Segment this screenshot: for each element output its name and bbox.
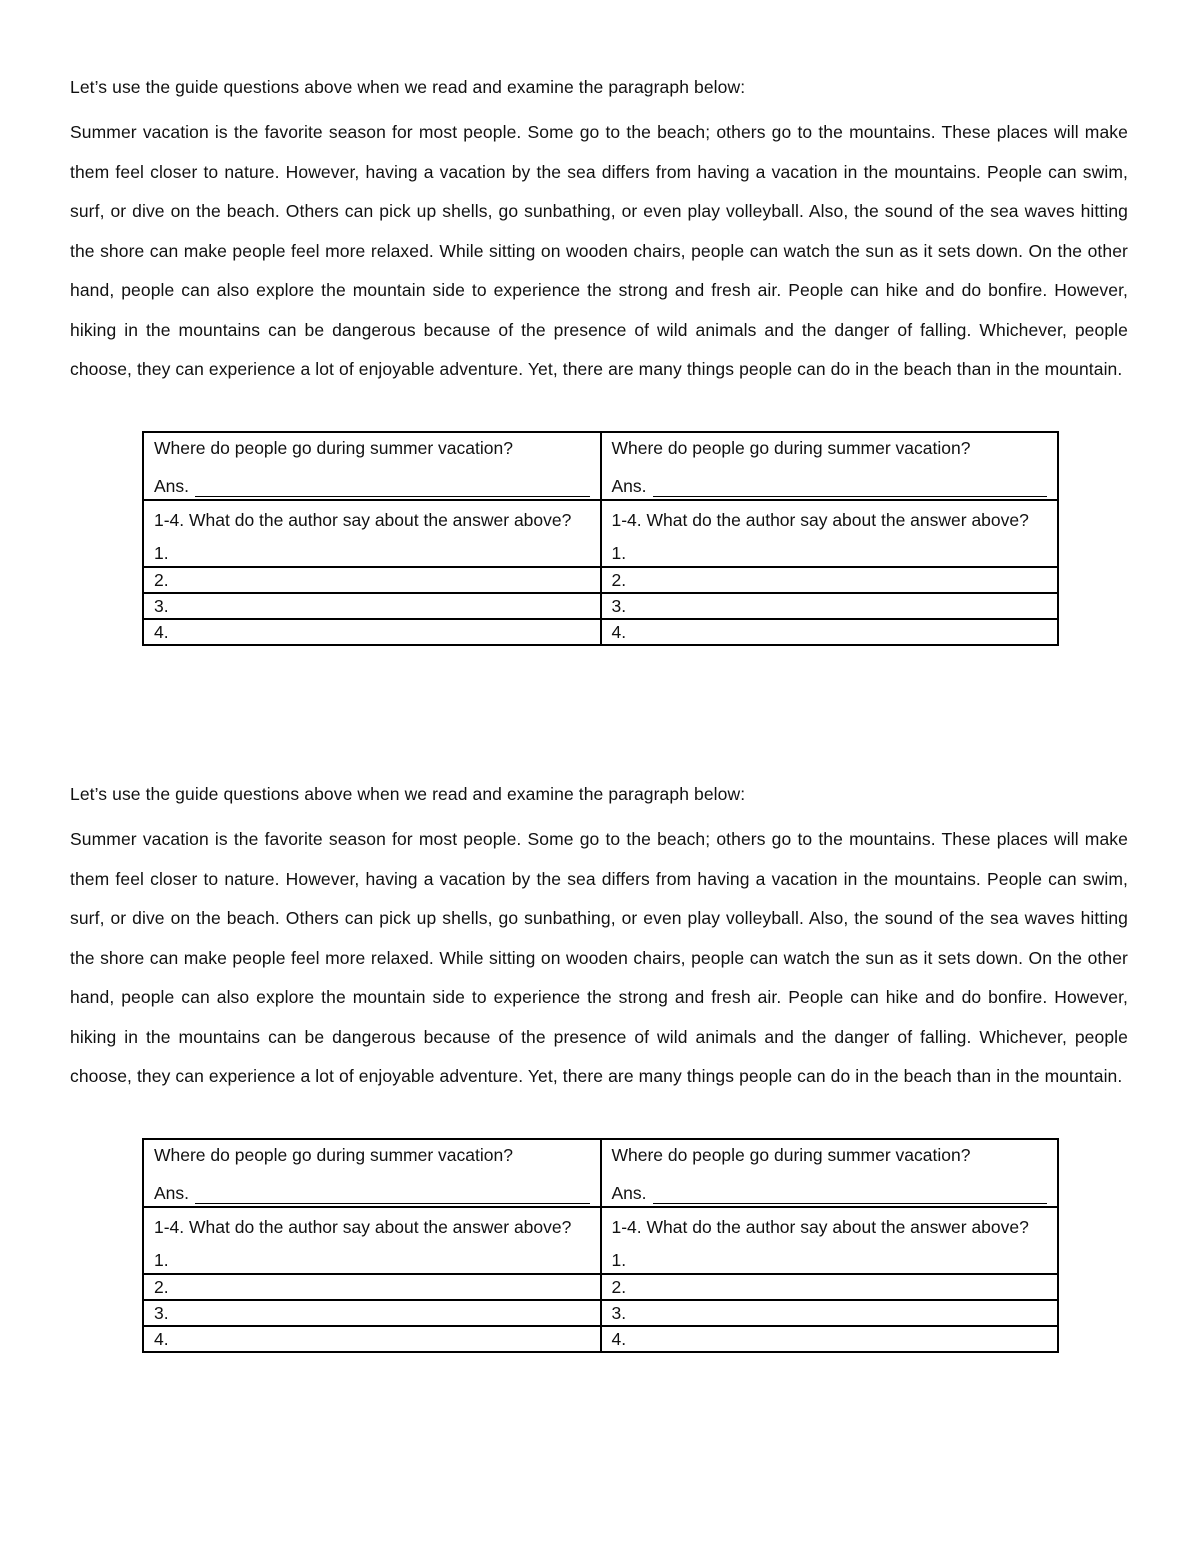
item-cell-left[interactable]: 2.	[143, 567, 601, 593]
item-cell-right[interactable]: 3.	[601, 1300, 1059, 1326]
followup-cell-right	[601, 500, 1059, 567]
answer-blank[interactable]	[195, 478, 589, 497]
item-number-1[interactable]: 1.	[154, 543, 169, 563]
question-text: Where do people go during summer vacation?	[611, 1145, 971, 1165]
item-cell-right[interactable]: 4.	[601, 619, 1059, 645]
question-text: Where do people go during summer vacation?	[154, 1145, 513, 1165]
followup-question: 1-4. What do the author say about the answer above?	[611, 510, 1029, 530]
followup-question: 1-4. What do the author say about the answer above?	[611, 1217, 1029, 1237]
item-row-2	[143, 1274, 1058, 1300]
followup-question: 1-4. What do the author say about the answer above?	[154, 1217, 572, 1237]
answer-blank[interactable]	[653, 1185, 1047, 1204]
answer-line[interactable]	[612, 473, 1048, 499]
item-cell-left[interactable]: 4.	[143, 619, 601, 645]
item-number-1[interactable]: 1.	[611, 543, 627, 563]
item-cell-left[interactable]: 2.	[143, 1274, 601, 1300]
item-cell-left[interactable]: 3.	[143, 1300, 601, 1326]
followup-cell-left	[143, 500, 601, 567]
item-number-1[interactable]: 1.	[611, 1250, 627, 1270]
item-row-3	[143, 1300, 1058, 1326]
worksheet-section-1	[70, 74, 1128, 642]
answer-label: Ans.	[154, 1183, 190, 1203]
answer-blank[interactable]	[653, 478, 1047, 497]
answer-line[interactable]	[154, 473, 590, 499]
item-row-3	[143, 593, 1058, 619]
item-cell-left[interactable]: 4.	[143, 1326, 601, 1352]
item-number-1[interactable]: 1.	[154, 1250, 169, 1270]
question-table	[142, 431, 1059, 646]
instruction-text: Let’s use the guide questions above when we read and examine the paragraph below:	[70, 784, 746, 804]
item-cell-right[interactable]: 2.	[601, 1274, 1059, 1300]
question-table	[142, 1138, 1059, 1353]
followup-question: 1-4. What do the author say about the answer above?	[154, 510, 572, 530]
worksheet-section-2	[70, 781, 1128, 1349]
answer-blank[interactable]	[195, 1185, 589, 1204]
followup-row	[143, 1207, 1058, 1274]
followup-cell-right	[601, 1207, 1059, 1274]
question-cell-right	[601, 1139, 1059, 1207]
item-cell-right[interactable]: 3.	[601, 593, 1059, 619]
followup-cell-left	[143, 1207, 601, 1274]
item-cell-right[interactable]: 4.	[601, 1326, 1059, 1352]
question-row	[143, 1139, 1058, 1207]
answer-label: Ans.	[611, 476, 647, 496]
question-text: Where do people go during summer vacation?	[154, 438, 513, 458]
item-cell-right[interactable]: 2.	[601, 567, 1059, 593]
instruction-text: Let’s use the guide questions above when we read and examine the paragraph below:	[70, 77, 746, 97]
item-cell-left[interactable]: 3.	[143, 593, 601, 619]
question-cell-left	[143, 1139, 601, 1207]
question-row	[143, 432, 1058, 500]
followup-row	[143, 500, 1058, 567]
question-text: Where do people go during summer vacation?	[611, 438, 971, 458]
item-row-4	[143, 1326, 1058, 1352]
item-row-4	[143, 619, 1058, 645]
reading-paragraph: Summer vacation is the favorite season for most people. Some go to the beach; others go to the mountains. These places will make them feel closer to nature. However, having a vacation by the sea differs from having a vacation in the mountains. People can swim, surf, or dive on the beach. Others can pick up shells, go sunbathing, or even play volleyball. Also, the sound of the sea waves hitting the shore can make people feel more relaxed. While sitting on wooden chairs, people can watch the sun as it sets down. On the other hand, people can also explore the mountain side to experience the strong and fresh air. People can hike and do bonfire. However, hiking in the mountains can be dangerous because of the presence of wild animals and the danger of falling. Whichever, people choose, they can experience a lot of enjoyable adventure. Yet, there are many things people can do in the beach than in the mountain.	[70, 829, 1128, 1086]
reading-paragraph: Summer vacation is the favorite season for most people. Some go to the beach; others go to the mountains. These places will make them feel closer to nature. However, having a vacation by the sea differs from having a vacation in the mountains. People can swim, surf, or dive on the beach. Others can pick up shells, go sunbathing, or even play volleyball. Also, the sound of the sea waves hitting the shore can make people feel more relaxed. While sitting on wooden chairs, people can watch the sun as it sets down. On the other hand, people can also explore the mountain side to experience the strong and fresh air. People can hike and do bonfire. However, hiking in the mountains can be dangerous because of the presence of wild animals and the danger of falling. Whichever, people choose, they can experience a lot of enjoyable adventure. Yet, there are many things people can do in the beach than in the mountain.	[70, 122, 1128, 379]
question-cell-left	[143, 432, 601, 500]
answer-line[interactable]	[154, 1180, 590, 1206]
question-cell-right	[601, 432, 1059, 500]
answer-label: Ans.	[611, 1183, 647, 1203]
answer-label: Ans.	[154, 476, 190, 496]
answer-line[interactable]	[612, 1180, 1048, 1206]
item-row-2	[143, 567, 1058, 593]
